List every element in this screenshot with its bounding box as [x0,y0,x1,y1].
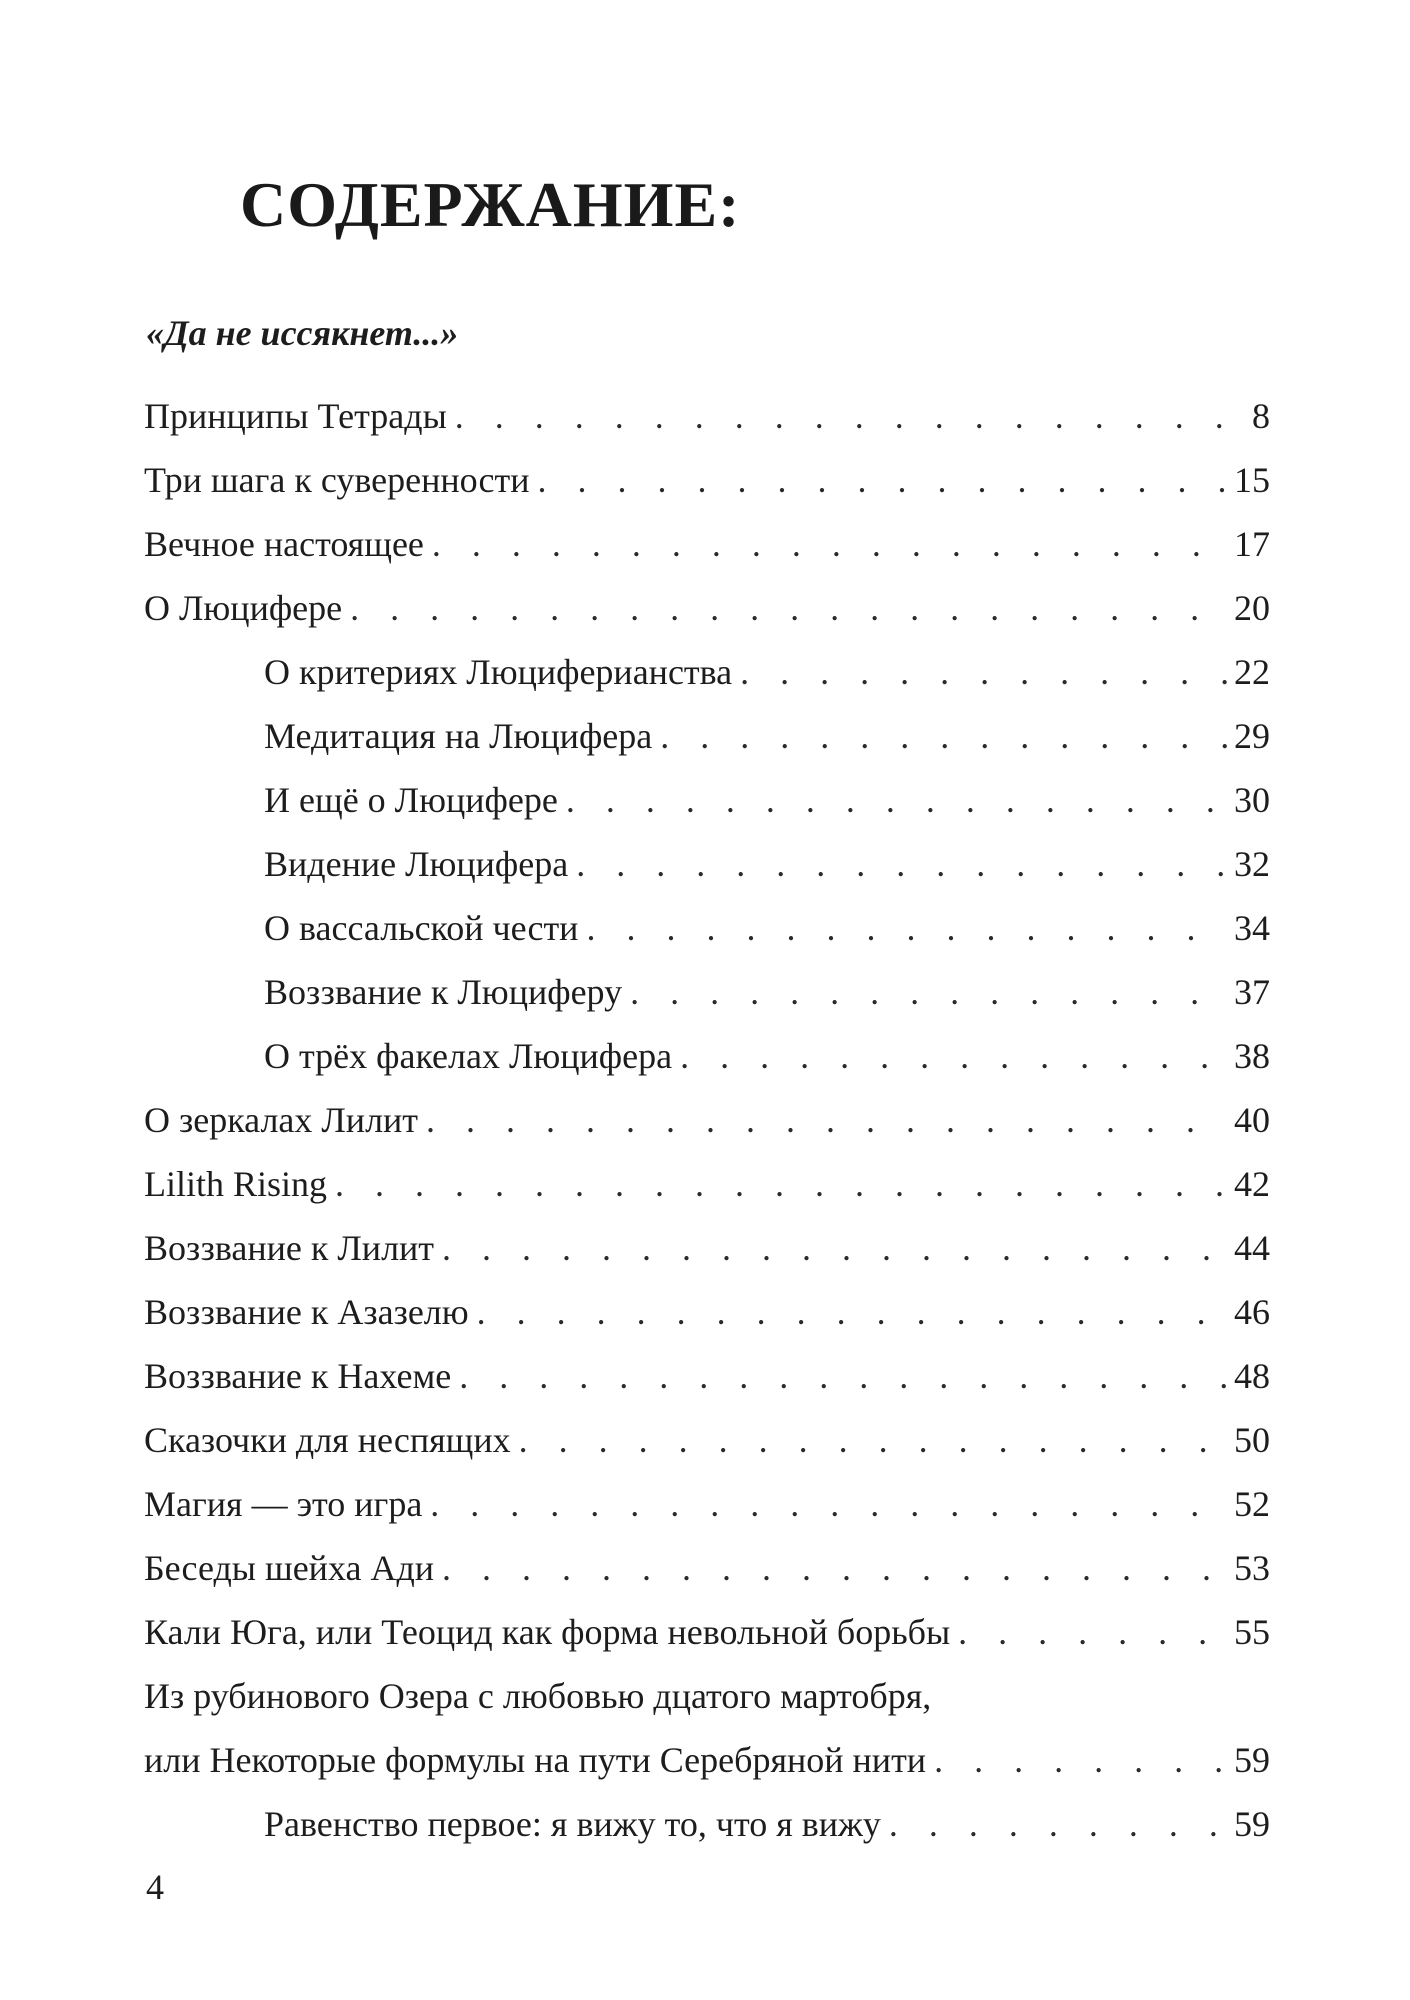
toc-entry-page: 40 [1234,1100,1270,1140]
toc-entry [144,640,1270,704]
toc-entry-title: О вассальской чести [264,908,579,948]
toc-entry-page: 8 [1252,396,1270,436]
toc-entry [144,1152,1270,1216]
toc-entry [144,576,1270,640]
toc-dot-leader [740,640,1228,704]
toc-entry [144,1600,1270,1664]
toc-entry-title: или Некоторые формулы на пути Серебряной нити [144,1740,927,1780]
toc-entry [144,832,1270,896]
toc-entry [144,896,1270,960]
toc-entry-title: И ещё о Люцифере [264,780,558,820]
epigraph: «Да не иссякнет...» [146,313,459,353]
toc-entry [144,768,1270,832]
toc-dot-leader [432,512,1228,576]
toc-entry-title: Магия — это игра [144,1484,423,1524]
toc-entry-page: 59 [1234,1804,1270,1844]
toc-entry-title: Три шага к суверенности [144,460,530,500]
toc-entry-page: 44 [1234,1228,1270,1268]
table-of-contents [144,384,1270,1856]
toc-dot-leader [335,1152,1228,1216]
toc-entry-title: Вечное настоящее [144,524,424,564]
toc-dot-leader [934,1728,1228,1792]
toc-entry-page: 29 [1234,716,1270,756]
toc-entry [144,1280,1270,1344]
toc-entry-page: 15 [1234,460,1270,500]
toc-dot-leader [455,384,1246,448]
toc-entry [144,704,1270,768]
toc-entry-page: 59 [1234,1740,1270,1780]
toc-entry [144,384,1270,448]
toc-entry [144,1408,1270,1472]
toc-entry [144,1088,1270,1152]
toc-dot-leader [519,1408,1228,1472]
toc-entry-page: 38 [1234,1036,1270,1076]
toc-entry [144,448,1270,512]
toc-entry-page: 37 [1234,972,1270,1012]
toc-entry-page: 34 [1234,908,1270,948]
toc-entry-page: 30 [1234,780,1270,820]
toc-entry [144,1536,1270,1600]
toc-dot-leader [680,1024,1228,1088]
toc-entry-title: Воззвание к Нахеме [144,1356,452,1396]
toc-entry-title: О Люцифере [144,588,343,628]
toc-entry-page: 52 [1234,1484,1270,1524]
toc-entry-page: 20 [1234,588,1270,628]
toc-entry-page: 53 [1234,1548,1270,1588]
toc-entry [144,1216,1270,1280]
page-title: СОДЕРЖАНИЕ: [240,169,741,240]
toc-entry-title: Равенство первое: я вижу то, что я вижу [264,1804,881,1844]
toc-entry-title: Из рубинового Озера с любовью дцатого мартобря, [144,1676,932,1716]
toc-dot-leader [350,576,1228,640]
toc-entry-title: Lilith Rising [144,1164,328,1204]
toc-entry [144,1792,1270,1856]
toc-entry-page: 48 [1234,1356,1270,1396]
toc-entry-title: О критериях Люциферианства [264,652,733,692]
toc-dot-leader [442,1216,1228,1280]
toc-dot-leader [958,1600,1228,1664]
toc-entry-title: Сказочки для неспящих [144,1420,511,1460]
toc-entry [144,1024,1270,1088]
toc-entry-title: Воззвание к Лилит [144,1228,435,1268]
toc-dot-leader [430,1472,1228,1536]
toc-dot-leader [442,1536,1228,1600]
toc-entry-title: Воззвание к Люциферу [264,972,623,1012]
page-number: 4 [146,1867,164,1907]
toc-entry [144,1728,1270,1792]
toc-entry-title: О трёх факелах Люцифера [264,1036,673,1076]
toc-entry-page: 55 [1234,1612,1270,1652]
toc-entry-title: Принципы Тетрады [144,396,447,436]
toc-dot-leader [566,768,1228,832]
toc-entry-title: Кали Юга, или Теоцид как форма невольной борьбы [144,1612,951,1652]
toc-dot-leader [889,1792,1228,1856]
toc-entry [144,512,1270,576]
toc-entry-title: Видение Люцифера [264,844,569,884]
toc-entry [144,1472,1270,1536]
toc-entry [144,1344,1270,1408]
toc-entry [144,1664,1270,1728]
toc-entry-title: Воззвание к Азазелю [144,1292,469,1332]
toc-entry-page: 46 [1234,1292,1270,1332]
toc-dot-leader [459,1344,1228,1408]
toc-entry-page: 22 [1234,652,1270,692]
toc-dot-leader [586,896,1228,960]
toc-entry-title: Беседы шейха Ади [144,1548,435,1588]
toc-entry-page: 50 [1234,1420,1270,1460]
toc-dot-leader [477,1280,1228,1344]
toc-entry-page: 32 [1234,844,1270,884]
toc-entry-page: 17 [1234,524,1270,564]
toc-entry [144,960,1270,1024]
toc-dot-leader [576,832,1228,896]
toc-dot-leader [630,960,1228,1024]
toc-dot-leader [660,704,1228,768]
toc-entry-title: Медитация на Люцифера [264,716,653,756]
toc-dot-leader [426,1088,1228,1152]
toc-entry-page: 42 [1234,1164,1270,1204]
toc-dot-leader [537,448,1228,512]
toc-entry-title: О зеркалах Лилит [144,1100,419,1140]
